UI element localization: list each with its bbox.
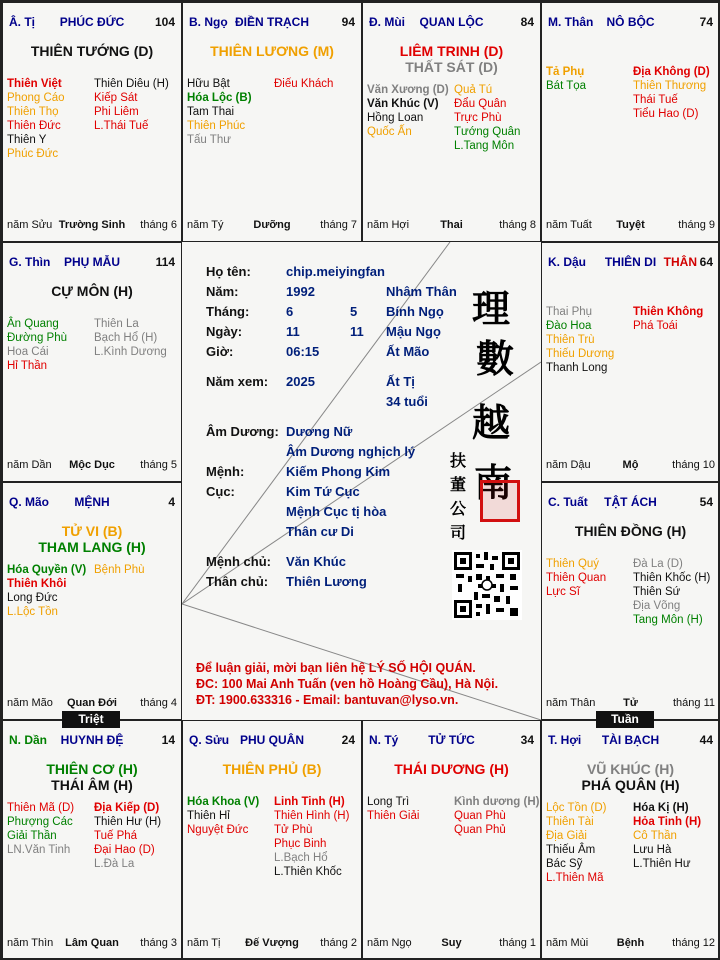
palace-footer [7, 937, 177, 951]
minor-star: Thiên La [94, 318, 139, 330]
minor-star: Giải Thần [7, 830, 57, 842]
minor-star: Phượng Các [7, 816, 73, 828]
palace-age: 14 [161, 733, 175, 747]
minor-star: Thái Tuế [633, 94, 678, 106]
palace-month: tháng 9 [678, 219, 715, 231]
main-star: THÁI ÂM (H) [51, 777, 133, 793]
minor-star: Cô Thần [633, 830, 677, 842]
minor-star: Bác Sỹ [546, 858, 583, 870]
cuc-label: Cục: [206, 484, 235, 499]
minor-star: Thiên Thương [633, 80, 707, 92]
main-stars [183, 43, 361, 59]
palace-year: năm Tý [187, 219, 224, 231]
contact-line-1: Để luận giải, mời bạn liên hệ LÝ SỐ HỘI QUÁN. [196, 661, 476, 675]
minor-star: L.Thiên Khốc [274, 866, 342, 878]
palace-month: tháng 7 [320, 219, 357, 231]
logo-char-4: 南 [474, 460, 513, 505]
minor-star: Đại Hao (D) [94, 844, 155, 856]
main-stars [542, 761, 719, 793]
minor-star: L.Đà La [94, 858, 135, 870]
minor-star: Địa Kiếp (D) [94, 802, 160, 814]
name-value: chip.meiyingfan [286, 264, 385, 279]
palace-name: PHU QUÂN [239, 733, 304, 747]
palace-than [541, 2, 720, 242]
destiny-lord-value: Văn Khúc [286, 554, 346, 569]
palace-footer [546, 459, 715, 473]
palace-stage: Dưỡng [253, 219, 291, 231]
minor-star: Thiên Đức [7, 120, 61, 132]
palace-name: TẬT ÁCH [604, 495, 657, 509]
month-value: 6 [286, 304, 294, 319]
palace-thin [2, 242, 182, 482]
minor-star: Thiên Hỉ [187, 810, 230, 822]
palace-footer [187, 219, 357, 233]
minor-star: L.Lộc Tồn [7, 606, 58, 618]
palace-year: năm Mùi [546, 937, 589, 949]
logo-side-2: 董 [450, 475, 467, 494]
palace-footer [7, 219, 177, 233]
palace-name: HUYNH ĐỆ [60, 733, 124, 747]
palace-name: PHỤ MẪU [64, 255, 120, 269]
minor-star: Thiên Khốc (H) [633, 572, 711, 584]
contact-phone-email: ĐT: 1900.633316 - Email: bantuvan@lyso.vn. [196, 693, 459, 707]
minor-star: Tử Phù [274, 824, 313, 836]
minor-star: Hỉ Thần [7, 360, 48, 372]
palace-footer [367, 937, 536, 951]
year-value: 1992 [286, 284, 315, 299]
main-stars [363, 43, 540, 75]
minor-star: Đường Phù [7, 332, 67, 344]
palace-month: tháng 5 [140, 459, 177, 471]
main-stars [3, 283, 181, 299]
main-star: THÁI DƯƠNG (H) [394, 761, 509, 777]
tuan-marker: Tuần [596, 711, 654, 728]
minor-star: Văn Xương (D) [367, 84, 449, 96]
palace-dan [2, 720, 182, 960]
minor-star: Bệnh Phù [94, 564, 145, 576]
palace-year: năm Tuất [546, 219, 592, 231]
minor-star: Tiểu Hao (D) [633, 108, 699, 120]
minor-star: Phá Toái [633, 320, 678, 332]
minor-star: Lưu Hà [633, 844, 672, 856]
palace-branch: Đ. Mùi [369, 15, 405, 29]
minor-star: Long Đức [7, 592, 58, 604]
minor-star: Địa Võng [633, 600, 681, 612]
palace-footer [367, 219, 536, 233]
main-stars [183, 761, 361, 777]
minor-star: Lộc Tồn (D) [546, 802, 607, 814]
palace-age: 84 [520, 15, 534, 29]
minor-star: Địa Không (D) [633, 66, 710, 78]
destiny-value: Kiếm Phong Kim [286, 464, 391, 479]
palace-mao [2, 482, 182, 720]
palace-tuat [541, 482, 720, 720]
day-value: 11 [286, 324, 300, 339]
minor-star: Thiên Khôi [7, 578, 67, 590]
main-stars [542, 523, 719, 539]
view-year-value: 2025 [286, 374, 315, 389]
palace-header [369, 733, 534, 749]
logo-side-4: 司 [450, 523, 467, 542]
qr-code [452, 550, 522, 620]
palace-stage: Đế Vượng [245, 937, 299, 949]
palace-stage: Suy [441, 937, 462, 949]
palace-suu [182, 720, 362, 960]
palace-month: tháng 10 [672, 459, 715, 471]
palace-year: năm Thìn [7, 937, 54, 949]
minor-star: Thiên Thọ [7, 106, 59, 118]
minor-star: Thiên Sứ [633, 586, 681, 598]
destiny-lord-label: Mệnh chủ: [206, 554, 271, 569]
minor-star: Thiên Hư (H) [94, 816, 162, 828]
palace-header [548, 733, 713, 749]
palace-month: tháng 6 [140, 219, 177, 231]
palace-name: NÔ BỘC [606, 15, 655, 29]
body-lord-value: Thiên Lương [286, 574, 367, 589]
minor-star: L.Thiên Hư [633, 858, 691, 870]
palace-branch: Q. Sửu [189, 733, 230, 747]
palace-month: tháng 1 [499, 937, 536, 949]
minor-star: Thiên Hình (H) [274, 810, 350, 822]
minor-star: Tướng Quân [454, 126, 521, 138]
palace-header [189, 15, 355, 31]
minor-star: Phục Binh [274, 838, 327, 850]
main-star: THIÊN PHỦ (B) [222, 761, 322, 777]
palace-month: tháng 12 [672, 937, 715, 949]
minor-star: Văn Khúc (V) [367, 98, 439, 110]
minor-star: Thiên Mã (D) [7, 802, 75, 814]
palace-mui [362, 2, 541, 242]
body-lord-label: Thân chủ: [206, 574, 269, 589]
minor-star: Kình dương (H) [454, 796, 540, 808]
minor-star: Trực Phù [454, 112, 502, 124]
minor-star: L.Tang Môn [454, 140, 515, 152]
main-star: CỰ MÔN (H) [51, 283, 133, 299]
palace-stage: Mộ [622, 459, 639, 471]
minor-star: Thiên Y [7, 134, 47, 146]
main-star: THIÊN TƯỚNG (D) [30, 43, 154, 59]
palace-footer [187, 937, 357, 951]
minor-star: Tang Môn (H) [633, 614, 703, 626]
palace-year: năm Tị [187, 937, 221, 949]
minor-star: LN.Văn Tinh [7, 844, 71, 856]
palace-stage: Mộc Dục [69, 459, 115, 471]
palace-age: 64 [699, 255, 713, 269]
minor-star: Thiên Việt [7, 78, 62, 90]
minor-star: Thai Phụ [546, 306, 593, 318]
palace-header [9, 15, 175, 31]
palace-age: 34 [520, 733, 534, 747]
palace-footer [546, 937, 715, 951]
main-stars [363, 761, 540, 777]
minor-star: Địa Giải [546, 830, 587, 842]
palace-footer [546, 697, 715, 711]
palace-age: 4 [168, 495, 175, 509]
palace-name: TÀI BẠCH [601, 733, 660, 747]
view-year-canchi: Ất Tị [386, 374, 415, 389]
minor-star: Hoa Cái [7, 346, 49, 358]
logo-char-3: 越 [472, 400, 511, 445]
minor-star: Hóa Quyền (V) [7, 564, 87, 576]
destiny-label: Mệnh: [206, 464, 245, 479]
minor-star: Quốc Ấn [367, 126, 412, 138]
cuc-value: Kim Tứ Cục [286, 484, 360, 499]
month-canchi: Bính Ngọ [386, 304, 444, 319]
day-lunar: 11 [350, 324, 364, 339]
minor-star: Kiếp Sát [94, 92, 138, 104]
palace-footer [7, 697, 177, 711]
minor-star: Tam Thai [187, 106, 235, 118]
minor-star: Phi Liêm [94, 106, 139, 118]
minor-star: Lực Sĩ [546, 586, 580, 598]
palace-branch: N. Dần [9, 733, 48, 747]
palace-month: tháng 4 [140, 697, 177, 709]
palace-age: 44 [699, 733, 713, 747]
body-position: Thân cư Di [286, 524, 354, 539]
minor-star: Bạch Hổ (H) [94, 332, 158, 344]
palace-name: PHÚC ĐỨC [59, 15, 125, 29]
palace-age: 74 [699, 15, 713, 29]
minor-star: Thiên Phúc [187, 120, 246, 132]
hour-label: Giờ: [206, 344, 234, 359]
minor-star: Nguyệt Đức [187, 824, 249, 836]
palace-hoi [541, 720, 720, 960]
minor-star: L.Thiên Mã [546, 872, 604, 884]
minor-star: Hỏa Tinh (H) [633, 816, 702, 828]
minor-star: Thiên Tài [546, 816, 594, 828]
day-label: Ngày: [206, 324, 243, 339]
palace-branch: C. Tuất [548, 495, 588, 509]
palace-header [548, 15, 713, 31]
minor-star: Tả Phụ [546, 66, 585, 78]
palace-branch: Â. Tị [9, 15, 35, 29]
minor-star: Thiên Không [633, 306, 704, 318]
palace-name: THIÊN DI [604, 255, 657, 269]
palace-year: năm Hợi [367, 219, 410, 231]
minor-star: Hữu Bật [187, 78, 230, 90]
palace-stage: Bệnh [616, 937, 645, 949]
palace-branch: M. Thân [548, 15, 594, 29]
minor-star: L.Thái Tuế [94, 120, 149, 132]
palace-branch: N. Tý [369, 733, 399, 747]
month-lunar: 5 [350, 304, 358, 319]
minor-star: Thiên Giải [367, 810, 420, 822]
palace-stage: Tử [623, 697, 638, 709]
palace-name: QUAN LỘC [419, 15, 484, 29]
contact-address: ĐC: 100 Mai Anh Tuấn (ven hồ Hoàng Cầu), Hà Nội. [196, 677, 499, 691]
palace-month: tháng 3 [140, 937, 177, 949]
yinyang-label: Âm Dương: [206, 424, 279, 439]
palace-name: ĐIỀN TRẠCH [235, 15, 309, 29]
palace-month: tháng 2 [320, 937, 357, 949]
yinyang-note: Âm Dương nghịch lý [286, 444, 416, 459]
main-star: THIÊN CƠ (H) [46, 761, 138, 777]
palace-age: 54 [699, 495, 713, 509]
logo-char-2: 數 [476, 336, 515, 381]
palace-header [548, 495, 713, 511]
main-stars [3, 43, 181, 59]
minor-star: Bát Tọa [546, 80, 587, 92]
main-star: THẤT SÁT (D) [405, 59, 498, 75]
minor-star: Thiên Quan [546, 572, 607, 584]
palace-stage: Quan Đới [67, 697, 117, 709]
main-star: THAM LANG (H) [38, 539, 146, 555]
palace-age: 114 [155, 255, 175, 269]
palace-age: 94 [341, 15, 355, 29]
palace-year: năm Sửu [7, 219, 53, 231]
body-palace-marker: THÂN [663, 255, 697, 269]
minor-star: Long Trì [367, 796, 410, 808]
palace-dau [541, 242, 720, 482]
minor-star: Tấu Thư [187, 134, 231, 146]
minor-star: Thiên Diêu (H) [94, 78, 169, 90]
minor-star: Hóa Lộc (B) [187, 92, 252, 104]
palace-stage: Lâm Quan [65, 937, 119, 949]
minor-star: Tuế Phá [94, 830, 138, 842]
month-label: Tháng: [206, 304, 250, 319]
minor-star: Phong Cáo [7, 92, 65, 104]
logo-char-1: 理 [472, 286, 511, 331]
palace-branch: Q. Mão [9, 495, 50, 509]
hour-value: 06:15 [286, 344, 320, 359]
palace-stage: Tuyệt [616, 219, 645, 231]
palace-header [548, 255, 713, 271]
palace-header [9, 255, 175, 271]
minor-star: Ân Quang [7, 318, 59, 330]
palace-branch: B. Ngọ [189, 15, 228, 29]
minor-star: Hồng Loan [367, 112, 424, 124]
minor-star: Quan Phù [454, 810, 506, 822]
year-label: Năm: [206, 284, 239, 299]
yinyang-value: Dương Nữ [286, 424, 353, 439]
minor-star: Linh Tinh (H) [274, 796, 345, 808]
hour-canchi: Ất Mão [386, 344, 430, 359]
palace-footer [7, 459, 177, 473]
palace-branch: T. Hợi [548, 733, 582, 747]
palace-branch: K. Dậu [548, 255, 587, 269]
minor-star: Quan Phủ [454, 824, 506, 836]
main-stars [3, 523, 181, 555]
palace-year: năm Ngọ [367, 937, 412, 949]
main-star: PHÁ QUÂN (H) [581, 777, 680, 793]
minor-star: Thiếu Dương [546, 348, 615, 360]
cuc-relation: Mệnh Cục tị hòa [286, 504, 387, 519]
minor-star: Thiên Quý [546, 558, 600, 570]
palace-ty2 [362, 720, 541, 960]
minor-star: Thiếu Âm [546, 844, 596, 856]
main-star: LIÊM TRINH (D) [399, 43, 504, 59]
palace-month: tháng 8 [499, 219, 536, 231]
day-canchi: Mậu Ngọ [386, 324, 441, 339]
year-canchi: Nhâm Thân [386, 284, 457, 299]
palace-footer [546, 219, 715, 233]
palace-month: tháng 11 [672, 697, 715, 709]
minor-star: L.Bạch Hổ [274, 852, 328, 864]
minor-star: Phúc Đức [7, 148, 59, 160]
palace-age: 104 [154, 15, 175, 29]
palace-header [189, 733, 355, 749]
palace-ngo [182, 2, 362, 242]
main-star: VŨ KHÚC (H) [586, 761, 675, 777]
minor-star: L.Kình Dương [94, 346, 167, 358]
minor-star: Đào Hoa [546, 320, 592, 332]
palace-year: năm Dậu [546, 459, 591, 471]
minor-star: Thanh Long [546, 362, 608, 374]
palace-header [9, 733, 175, 749]
minor-star: Đà La (D) [633, 558, 683, 570]
main-stars [3, 761, 181, 793]
palace-year: năm Mão [7, 697, 53, 709]
name-label: Họ tên: [206, 264, 251, 279]
minor-star: Thiên Trù [546, 334, 595, 346]
palace-header [9, 495, 175, 511]
palace-name: TỬ TỨC [428, 733, 475, 747]
red-seal-stamp [480, 480, 520, 522]
triet-marker: Triệt [62, 711, 120, 728]
main-star: THIÊN LƯƠNG (M) [210, 43, 334, 59]
minor-star: Đẩu Quân [454, 98, 507, 110]
palace-year: năm Dần [7, 459, 52, 471]
main-star: TỬ VI (B) [61, 523, 123, 539]
logo-side-1: 扶 [450, 451, 467, 470]
logo-side-3: 公 [450, 499, 467, 518]
minor-star: Điếu Khách [274, 78, 334, 90]
palace-name: MỆNH [74, 495, 110, 509]
view-year-label: Năm xem: [206, 374, 269, 389]
palace-year: năm Thân [546, 697, 596, 709]
info-panel [182, 242, 541, 720]
palace-header [369, 15, 534, 31]
palace-ty [2, 2, 182, 242]
minor-star: Quả Tú [454, 84, 493, 96]
palace-age: 24 [341, 733, 355, 747]
main-star: THIÊN ĐỒNG (H) [574, 523, 687, 539]
minor-star: Hóa Khoa (V) [187, 796, 260, 808]
age-value: 34 tuổi [386, 394, 428, 409]
palace-stage: Thai [440, 219, 463, 231]
palace-branch: G. Thìn [9, 255, 51, 269]
palace-stage: Trường Sinh [58, 219, 126, 231]
minor-star: Hóa Kị (H) [633, 802, 689, 814]
